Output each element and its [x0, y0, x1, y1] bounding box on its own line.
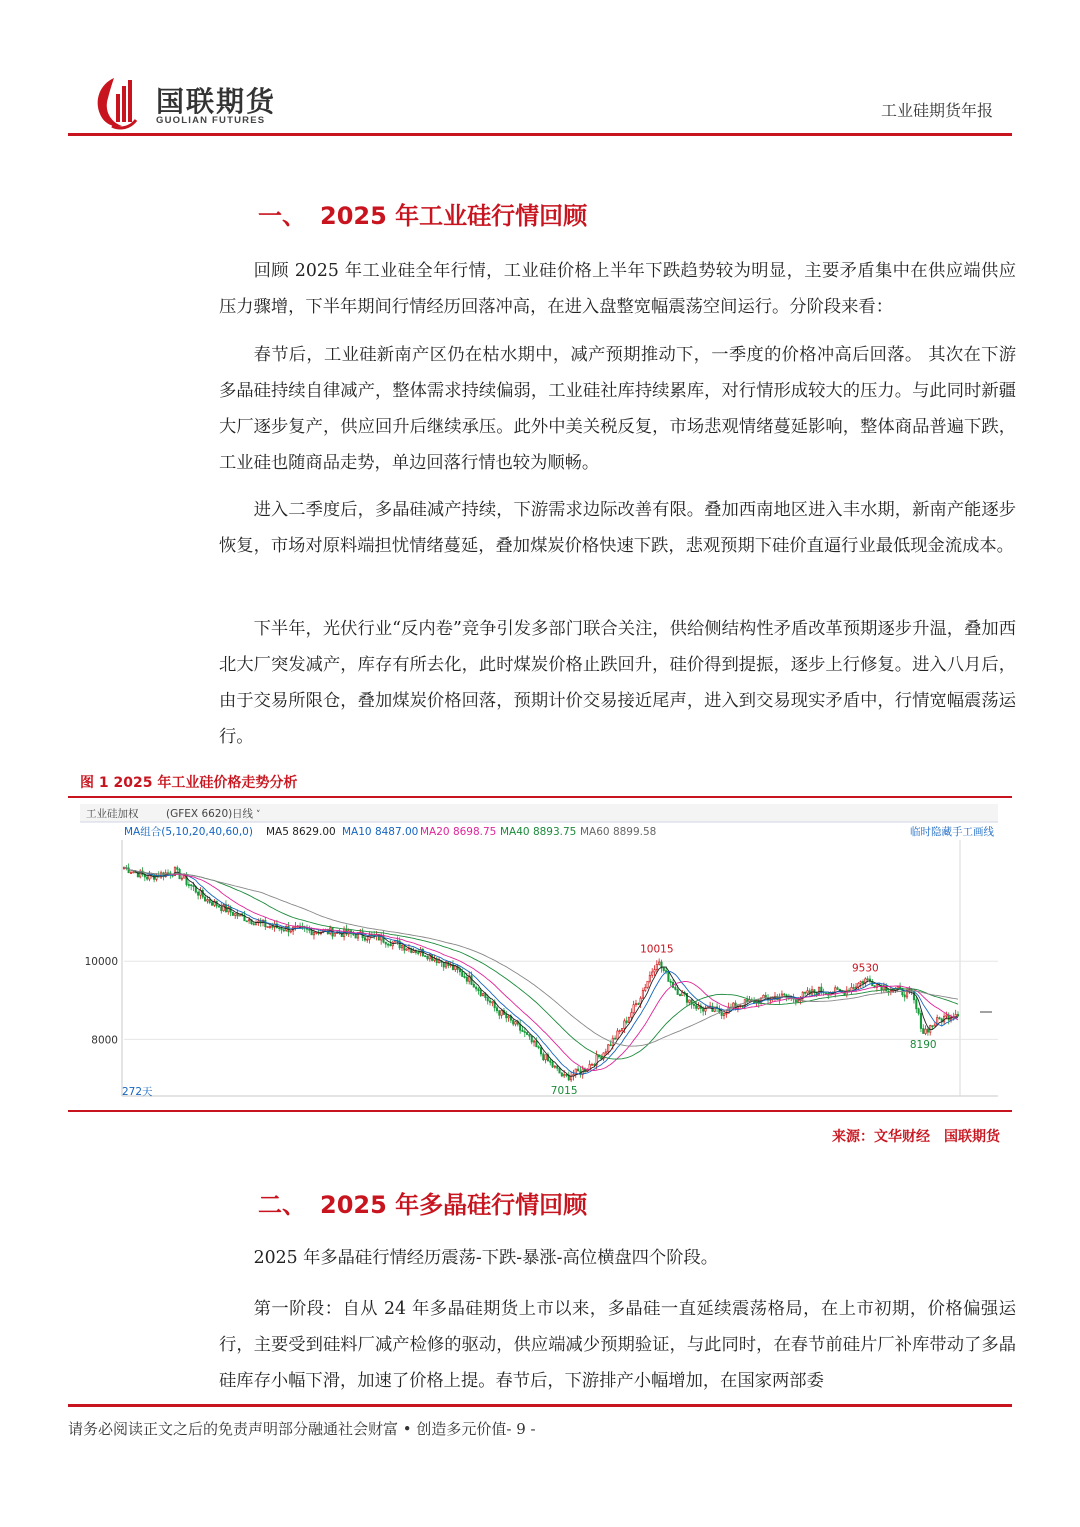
candle-body: [899, 987, 900, 988]
candle-body: [466, 977, 467, 981]
candle-body: [190, 885, 191, 886]
paragraph: 第一阶段：自从 24 年多晶硅期货上市以来，多晶硅一直延续震荡格局，在上市初期，价格偏强运行，主要受到硅料厂减产检修的驱动，供应端减少预期验证，与此同时，在春节前硅片厂补库带动了多晶硅库存小幅下滑，加速了价格上提。春节后，下游排产小幅增加，在国家两部委: [219, 1299, 1016, 1391]
candle-body: [550, 1061, 551, 1063]
candle-body: [487, 998, 488, 1001]
candle-body: [682, 992, 683, 995]
paragraph: 回顾 2025 年工业硅全年行情，工业硅价格上半年下跌趋势较为明显，主要矛盾集中在供应端供应压力骤增，下半年期间行情经历回落冲高，在进入盘整宽幅震荡空间运行。分阶段来看：: [219, 261, 1016, 317]
candle-body: [607, 1045, 608, 1052]
candle-body: [925, 1029, 926, 1033]
candle-body: [689, 1000, 690, 1002]
ma40-legend: MA40 8893.75: [500, 826, 577, 838]
candle-body: [492, 1002, 493, 1003]
candle-body: [804, 992, 805, 993]
candle-body: [501, 1010, 502, 1015]
candle-body: [418, 953, 419, 954]
candle-body: [552, 1062, 553, 1067]
candle-body: [855, 987, 856, 988]
candle-body: [267, 927, 268, 928]
candle-body: [642, 990, 643, 998]
ma20-legend: MA20 8698.75: [420, 826, 497, 838]
candle-body: [232, 912, 233, 915]
candle-body: [283, 930, 284, 931]
period-selector[interactable]: 日线: [232, 808, 253, 820]
candle-body: [475, 987, 476, 989]
candle-body: [146, 877, 147, 879]
paragraph: 春节后，工业硅新南产区仍在枯水期中，减产预期推动下，一季度的价格冲高后回落。 其次在下游多晶硅持续自律减产，整体需求持续偏弱，工业硅社库持续累库，对行情形成较大的压力。与此同时新疆大厂逐步复产，供应回升后继续承压。此外中美关税反复，市场悲观情绪蔓延影响，整体商品普遍下跌，工业硅也随商品走势，单边回落行情也较为顺畅。: [219, 345, 1016, 473]
candle-body: [797, 1001, 798, 1002]
candle-body: [867, 979, 868, 980]
candle-body: [957, 1014, 958, 1015]
candle-body: [471, 976, 472, 984]
candle-body: [702, 1009, 703, 1012]
ma60-legend: MA60 8899.58: [580, 826, 657, 838]
candle-body: [246, 921, 247, 922]
candle-body: [635, 1004, 636, 1005]
candle-body: [211, 903, 212, 906]
ma10-legend: MA10 8487.00: [342, 826, 419, 838]
candle-body: [934, 1025, 935, 1026]
candle-body: [784, 994, 785, 995]
candle-body: [554, 1066, 555, 1067]
ma40-line: [124, 868, 958, 1060]
candle-body: [279, 928, 280, 929]
candle-body: [531, 1036, 532, 1042]
candle-body: [508, 1016, 509, 1018]
bar-count-label: 272天: [122, 1086, 153, 1098]
candle-body: [260, 921, 261, 922]
candle-body: [638, 1004, 639, 1005]
section-title: 2025 年工业硅行情回顾: [320, 202, 588, 230]
candle-body: [677, 989, 678, 994]
candle-body: [631, 1013, 632, 1018]
candle-body: [462, 972, 463, 977]
candle-body: [557, 1066, 558, 1068]
candle-body: [253, 924, 254, 925]
candle-body: [473, 984, 474, 987]
candle-body: [443, 962, 444, 967]
candle-body: [401, 946, 402, 948]
y-tick-label: 10000: [84, 956, 118, 969]
logo-icon: [94, 74, 138, 130]
candle-body: [939, 1018, 940, 1019]
candle-body: [499, 1011, 500, 1016]
candle-body: [496, 1008, 497, 1011]
candle-body: [726, 1013, 727, 1014]
candle-body: [438, 961, 439, 963]
candle-body: [130, 873, 131, 874]
candle-body: [656, 964, 657, 969]
candle-body: [364, 938, 365, 940]
ma5-legend: MA5 8629.00: [266, 826, 336, 838]
candle-body: [807, 991, 808, 993]
candle-body: [591, 1064, 592, 1065]
candle-body: [237, 913, 238, 916]
candle-body: [513, 1020, 514, 1024]
candle-body: [188, 885, 189, 886]
candle-body: [663, 968, 664, 971]
candle-body: [909, 990, 910, 991]
candle-body: [916, 1000, 917, 1009]
candle-body: [633, 1005, 634, 1013]
candle-body: [387, 944, 388, 945]
section-number: 二、: [258, 1191, 306, 1219]
candle-body: [654, 970, 655, 972]
candle-body: [825, 993, 826, 994]
paragraph: 下半年，光伏行业“反内卷”竞争引发多部门联合关注，供给侧结构性矛盾改革预期逐步升温，叠加西北大厂突发减产，库存有所去化，此时煤炭价格止跌回升，硅价得到提振，逐步上行修复。进入八月后，由于交易所限仓，叠加煤炭价格回落，预期计价交易接近尾声，进入到交易现实矛盾中，行情宽幅震荡运行。: [219, 619, 1016, 747]
candle-body: [390, 944, 391, 945]
section-number: 一、: [258, 202, 306, 230]
candle-body: [413, 951, 414, 953]
section-heading-2: [258, 1185, 587, 1220]
instrument-code: (GFEX 6620): [166, 808, 233, 820]
instrument-label: 工业硅加权: [86, 808, 139, 820]
candle-body: [649, 975, 650, 981]
candle-body: [281, 928, 282, 930]
footer-divider: [68, 1404, 1012, 1407]
paragraph: 2025 年多晶硅行情经历震荡-下跌-暴涨-高位横盘四个阶段。: [253, 1248, 719, 1268]
candle-body: [480, 991, 481, 996]
paragraph: 进入二季度后，多晶硅减产持续，下游需求边际改善有限。叠加西南地区进入丰水期，新南产能逐步恢复，市场对原料端担忧情绪蔓延，叠加煤炭价格快速下跌，悲观预期下硅价直逼行业最低现金流成本。: [219, 500, 1016, 556]
candle-body: [533, 1041, 534, 1042]
candle-body: [614, 1038, 615, 1039]
candle-body: [235, 913, 236, 915]
candle-body: [536, 1041, 537, 1047]
candle-body: [594, 1064, 595, 1065]
candle-body: [624, 1021, 625, 1029]
candle-body: [538, 1047, 539, 1048]
candle-body: [478, 989, 479, 991]
candle-body: [923, 1029, 924, 1034]
figure-caption: 图 1 2025 年工业硅价格走势分析: [80, 775, 298, 791]
candle-body: [566, 1075, 567, 1076]
candle-body: [920, 1013, 921, 1028]
candle-body: [334, 933, 335, 936]
candle-body: [628, 1017, 629, 1022]
candle-body: [561, 1073, 562, 1076]
price-annotation: 10015: [640, 943, 674, 956]
candle-body: [290, 931, 291, 932]
candle-body: [434, 959, 435, 961]
candle-body: [197, 892, 198, 895]
candle-body: [846, 990, 847, 995]
page-number: - 9 -: [506, 1420, 536, 1438]
candle-body: [218, 906, 219, 907]
candle-body: [927, 1029, 928, 1032]
candle-body: [601, 1057, 602, 1059]
candle-body: [385, 942, 386, 944]
candle-body: [221, 907, 222, 911]
candle-body: [746, 1000, 747, 1002]
candle-body: [272, 926, 273, 927]
section-heading-1: [258, 196, 587, 231]
ma10-line: [124, 868, 958, 1075]
ma60-line: [124, 868, 958, 1047]
candle-body: [563, 1075, 564, 1076]
candle-body: [424, 956, 425, 957]
candle-body: [464, 976, 465, 977]
candle-body: [522, 1030, 523, 1031]
candle-body: [621, 1028, 622, 1030]
candle-body: [721, 1012, 722, 1015]
chevron-down-icon: ˅: [256, 810, 261, 820]
candle-body: [177, 868, 178, 870]
candle-body: [696, 1005, 697, 1008]
candle-body: [526, 1032, 527, 1034]
candle-body: [406, 949, 407, 950]
candle-body: [489, 1001, 490, 1002]
candle-body: [184, 876, 185, 878]
brand-name-en: GUOLIAN FUTURES: [156, 115, 266, 126]
candle-body: [515, 1022, 516, 1024]
candle-body: [652, 972, 653, 975]
figure-source: 来源：文华财经 国联期货: [832, 1129, 1000, 1145]
candle-body: [455, 966, 456, 970]
candle-body: [918, 1009, 919, 1014]
candle-body: [693, 1004, 694, 1005]
candle-body: [946, 1015, 947, 1016]
candle-body: [181, 878, 182, 879]
candle-body: [670, 981, 671, 982]
candle-body: [133, 872, 134, 873]
candle-body: [524, 1032, 525, 1033]
candle-body: [626, 1021, 627, 1023]
price-annotation: 9530: [851, 962, 879, 975]
candle-body: [427, 956, 428, 959]
candle-body: [853, 987, 854, 988]
candle-body: [645, 988, 646, 991]
footer-text: 请务必阅读正文之后的免责声明部分融通社会财富 • 创造多元价值: [68, 1420, 507, 1438]
candle-body: [207, 899, 208, 901]
candle-body: [619, 1031, 620, 1032]
candle-body: [482, 994, 483, 996]
candle-body: [248, 920, 249, 921]
candle-body: [545, 1055, 546, 1060]
header-divider: [68, 133, 1012, 136]
price-chart: [80, 804, 998, 1102]
ma-group-label[interactable]: MA组合(5,10,20,40,60,0): [124, 826, 253, 838]
candle-body: [459, 969, 460, 971]
candle-body: [313, 932, 314, 934]
section-title: 2025 年多晶硅行情回顾: [320, 1191, 588, 1219]
candle-body: [506, 1014, 507, 1017]
candle-body: [204, 897, 205, 901]
report-title: 工业硅期货年报: [880, 101, 993, 120]
candle-body: [904, 995, 905, 997]
candle-body: [589, 1064, 590, 1069]
candle-body: [311, 930, 312, 935]
candle-body: [698, 1006, 699, 1008]
candle-body: [540, 1048, 541, 1054]
figure-divider-top: [68, 796, 1012, 798]
candle-body: [605, 1052, 606, 1053]
candle-body: [193, 886, 194, 887]
candle-body: [860, 982, 861, 984]
candle-body: [665, 971, 666, 972]
candle-body: [647, 981, 648, 987]
candle-body: [367, 939, 368, 940]
candle-body: [543, 1054, 544, 1060]
candle-body: [675, 987, 676, 989]
footer: [68, 1418, 536, 1439]
candle-body: [383, 936, 384, 942]
candle-body: [529, 1034, 530, 1036]
candle-body: [888, 991, 889, 992]
candle-body: [617, 1031, 618, 1039]
candle-body: [295, 927, 296, 928]
candle-body: [862, 982, 863, 984]
candle-body: [559, 1068, 560, 1073]
candle-body: [668, 971, 669, 981]
candle-body: [932, 1026, 933, 1027]
candle-body: [723, 1013, 724, 1015]
figure-divider-bottom: [68, 1110, 1012, 1112]
candle-body: [355, 935, 356, 938]
candle-body: [265, 920, 266, 926]
candle-body: [658, 962, 659, 964]
candle-body: [948, 1015, 949, 1020]
candle-body: [309, 929, 310, 930]
candle-body: [610, 1045, 611, 1046]
candle-body: [679, 995, 680, 996]
candle-body: [404, 946, 405, 951]
candle-body: [255, 923, 256, 925]
candle-body: [209, 899, 210, 902]
price-annotation: 7015: [550, 1084, 578, 1097]
candle-body: [837, 988, 838, 990]
price-annotation: 8190: [909, 1038, 937, 1051]
brand-name: 国联期货: [156, 85, 277, 118]
candle-body: [269, 926, 270, 927]
candle-body: [577, 1069, 578, 1071]
y-tick-label: 8000: [91, 1034, 118, 1047]
hide-drawings-toggle[interactable]: 临时隐藏手工画线: [910, 826, 994, 838]
